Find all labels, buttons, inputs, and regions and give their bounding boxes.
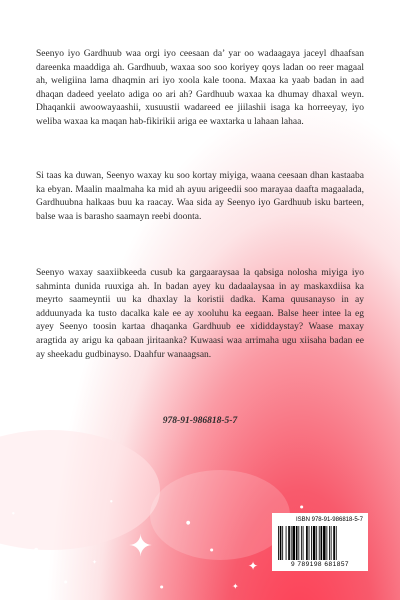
- sparkle-icon: ●: [64, 579, 68, 584]
- sparkle-icon: ●: [12, 511, 15, 515]
- isbn-number: 978-91-986818-5-7: [162, 416, 238, 426]
- sparkle-icon: ●: [160, 584, 164, 589]
- blurb-paragraph: Seenyo iyo Gardhuub waa orgi iyo ceesaan da’ yar oo wadaagaya jaceyl dhaafsan dareenka maaddiga ah. Gardhuub, waxaa soo soo koriyey qoys ladan oo reer magaal ah, weligiina lama dhaqmin ari iyo xoola kale toona. Maxaa ka yaab badan in aad dhaqan dadeed yeelato adiga oo ari ah? Gardhuub waxaa ka dhumay dhaxal weyn. Dhaqankii awoowayaashii, xusuustii wadareed ee jiilashii isaga ka horreeyay, iyo weliba waxaa ka maqan hab-fikirikii ariga ee waxtarka u lahaan lahaa.: [36, 49, 364, 127]
- barcode-digits: 9 789198 681857: [290, 561, 350, 568]
- sparkle-icon: ✦: [248, 559, 259, 573]
- sparkle-icon: ●: [210, 547, 214, 552]
- blurb-paragraph: Si taas ka duwan, Seenyo waxay ku soo kortay miyiga, waana ceesaan dhan kastaaba ka ebyan. Maalin maalmaha ka mid ah ayuu arigeedii soo marayaa daafta magaalada, Gardhuubna halkaas buu ka raacay. Waa sida ay Seenyo iyo Gardhuub isku barteen, balse waa is barasho saamayn reebi doonta.: [36, 171, 364, 222]
- sparkle-icon: ●: [110, 499, 113, 503]
- sparkle-icon: ●: [186, 520, 191, 526]
- light-glow: [150, 470, 290, 560]
- barcode-bars: [277, 526, 363, 560]
- sparkle-icon: ✦: [128, 529, 154, 564]
- sparkle-icon: ●: [34, 547, 39, 553]
- barcode-isbn-label: ISBN 978-91-986818-5-7: [295, 517, 363, 523]
- blurb-paragraph: Seenyo waxay saaxiibkeeda cusub ka gargaaraysaa la qabsiga nolosha miyiga iyo sahminta dunida ruuxiga ah. In badan ayey ku dadaalaysaa in ay maskaxdiisa ka meyrto saameyntii uu ka dhaxlay la koristii dadka. Kama quusanayso in ay adduunyada ka tusto dacalka kale ee ay xooluhu ka eegaan. Balse heer intee la eg ayey Seenyo toosin kartaa dhaqanka Gardhuub ee xididdaystay? Waase maxay aragtida ay arigu ka qabaan jiritaanka? Kuwaasi waa arrimaha ugu xiisaha badan ee ay sheekadu gudbinayso. Daahfur wanaagsan.: [36, 268, 364, 360]
- sparkle-icon: ✦: [92, 559, 98, 566]
- barcode: [272, 513, 368, 571]
- sparkle-icon: ✦: [232, 582, 239, 591]
- sparkle-icon: ●: [300, 504, 304, 509]
